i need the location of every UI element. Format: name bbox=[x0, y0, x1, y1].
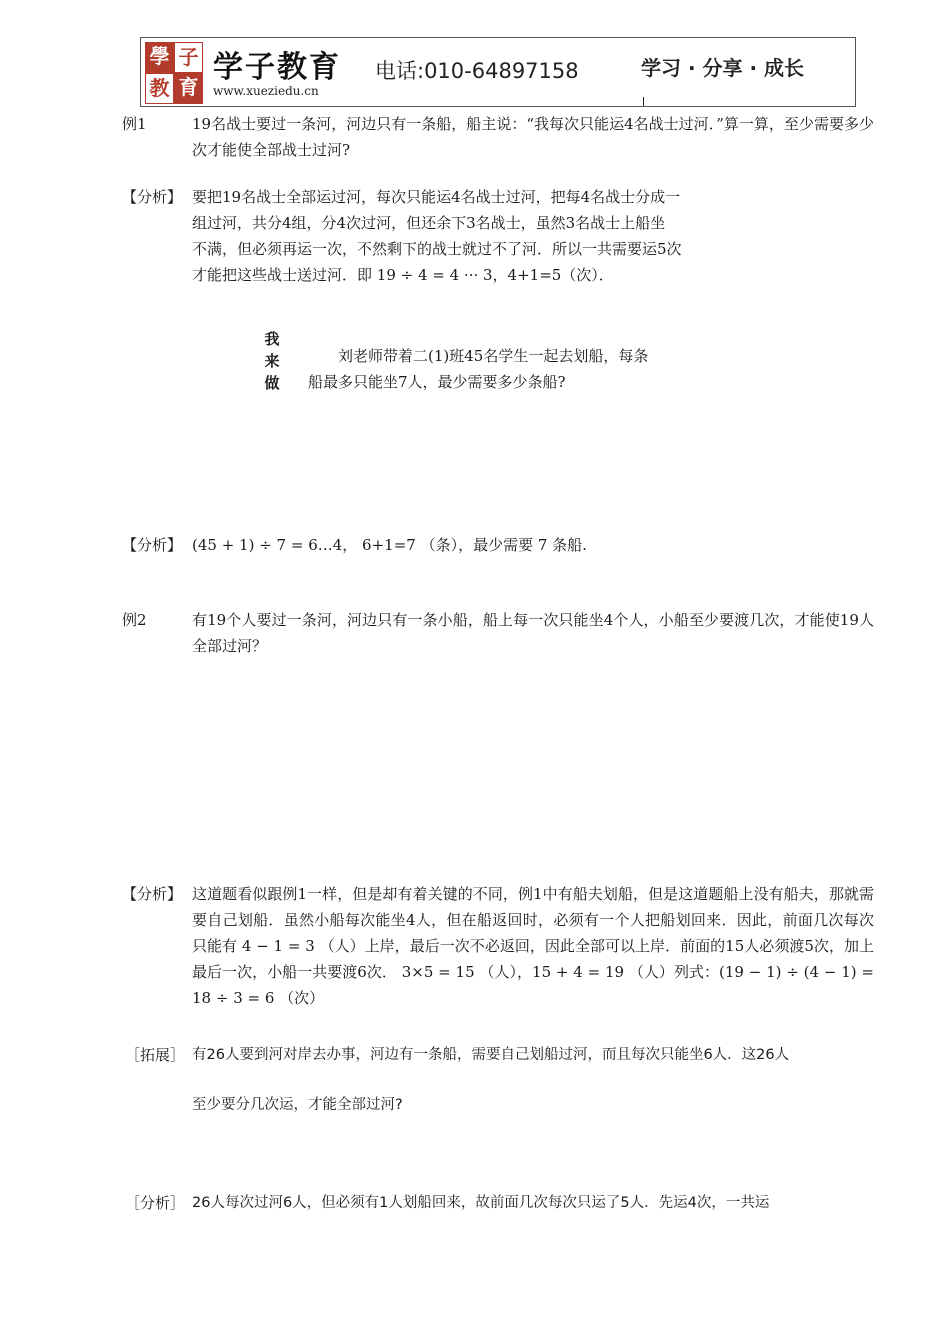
phone-number: 电话:010-64897158 bbox=[375, 59, 579, 83]
practice-text bbox=[308, 343, 728, 395]
logo bbox=[145, 42, 203, 100]
analysis-3-text: 这道题看似跟例1一样，但是却有着关键的不同，例1中有船夫划船，但是这道题船上没有船夫，那就需要自己划船．虽然小船每次能坐4人，但在船返回时，必须有一个人把船划回来．因此，前面几次每次只能有 4 − 1 = 3 （人）上岸，最后一次不必返回，因此全部可以上岸．前面的15人必须渡5次，加上最后一次，小船一共要渡6次． 3×5 = 15 （人），15 + 4 = 19 （人）列式：(19 − 1) ÷ (4 − 1) = 18 ÷ 3 = 6 （次） bbox=[192, 885, 874, 1007]
practice-title bbox=[262, 328, 282, 394]
practice-title-char: 我 bbox=[264, 330, 280, 348]
analysis-2-label: 【分析】 bbox=[122, 536, 183, 554]
logo-char: 教 bbox=[145, 73, 174, 104]
analysis-1-line: 才能把这些战士送过河．即 19 ÷ 4 = 4 ··· 3，4+1=5（次）． bbox=[192, 266, 614, 284]
slogan: 学习 · 分享 · 成长 bbox=[641, 56, 805, 80]
analysis-1-text bbox=[192, 184, 752, 288]
example-2-label: 例2 bbox=[122, 611, 147, 629]
website: www.xueziedu.cn bbox=[213, 84, 319, 98]
example-1-label: 例1 bbox=[122, 115, 147, 133]
page-header bbox=[140, 37, 856, 107]
extension-label: ［拓展］ bbox=[125, 1046, 186, 1064]
logo-char: 學 bbox=[145, 42, 174, 73]
analysis-2-text: (45 + 1) ÷ 7 = 6…4， 6+1=7 （条），最少需要 7 条船. bbox=[192, 536, 587, 554]
analysis-4-text: 26人每次过河6人，但必须有1人划船回来，故前面几次每次只运了5人．先运4次，一共运 bbox=[192, 1195, 770, 1211]
analysis-1-line: 组过河，共分4组，分4次过河，但还余下3名战士，虽然3名战士上船坐 bbox=[192, 214, 666, 232]
practice-line: 刘老师带着二(1)班45名学生一起去划船，每条 bbox=[338, 347, 649, 365]
logo-char: 育 bbox=[174, 73, 203, 104]
practice-title-char: 来 bbox=[264, 352, 280, 370]
logo-char: 子 bbox=[174, 42, 203, 73]
example-2-text: 有19个人要过一条河，河边只有一条小船，船上每一次只能坐4个人，小船至少要渡几次，才能使19人全部过河？ bbox=[192, 611, 874, 655]
analysis-1-label: 【分析】 bbox=[122, 188, 183, 206]
extension-line-2: 至少要分几次运，才能全部过河? bbox=[192, 1097, 403, 1113]
example-1-text: 19名战士要过一条河，河边只有一条船，船主说：“我每次只能运4名战士过河．”算一算，至少需要多少次才能使全部战士过河? bbox=[192, 115, 874, 159]
practice-line: 船最多只能坐7人，最少需要多少条船? bbox=[308, 373, 566, 391]
analysis-3-label: 【分析】 bbox=[122, 885, 183, 903]
analysis-1-line: 要把19名战士全部运过河，每次只能运4名战士过河，把每4名战士分成一 bbox=[192, 188, 681, 206]
extension-line-1: 有26人要到河对岸去办事，河边有一条船，需要自己划船过河，而且每次只能坐6人．这26人 bbox=[192, 1047, 790, 1063]
divider bbox=[643, 97, 644, 106]
brand-name: 学子教育 bbox=[213, 50, 341, 85]
practice-title-char: 做 bbox=[264, 374, 280, 392]
analysis-1-line: 不满，但必须再运一次，不然剩下的战士就过不了河．所以一共需要运5次 bbox=[192, 240, 682, 258]
analysis-4-label: ［分析］ bbox=[125, 1194, 186, 1212]
